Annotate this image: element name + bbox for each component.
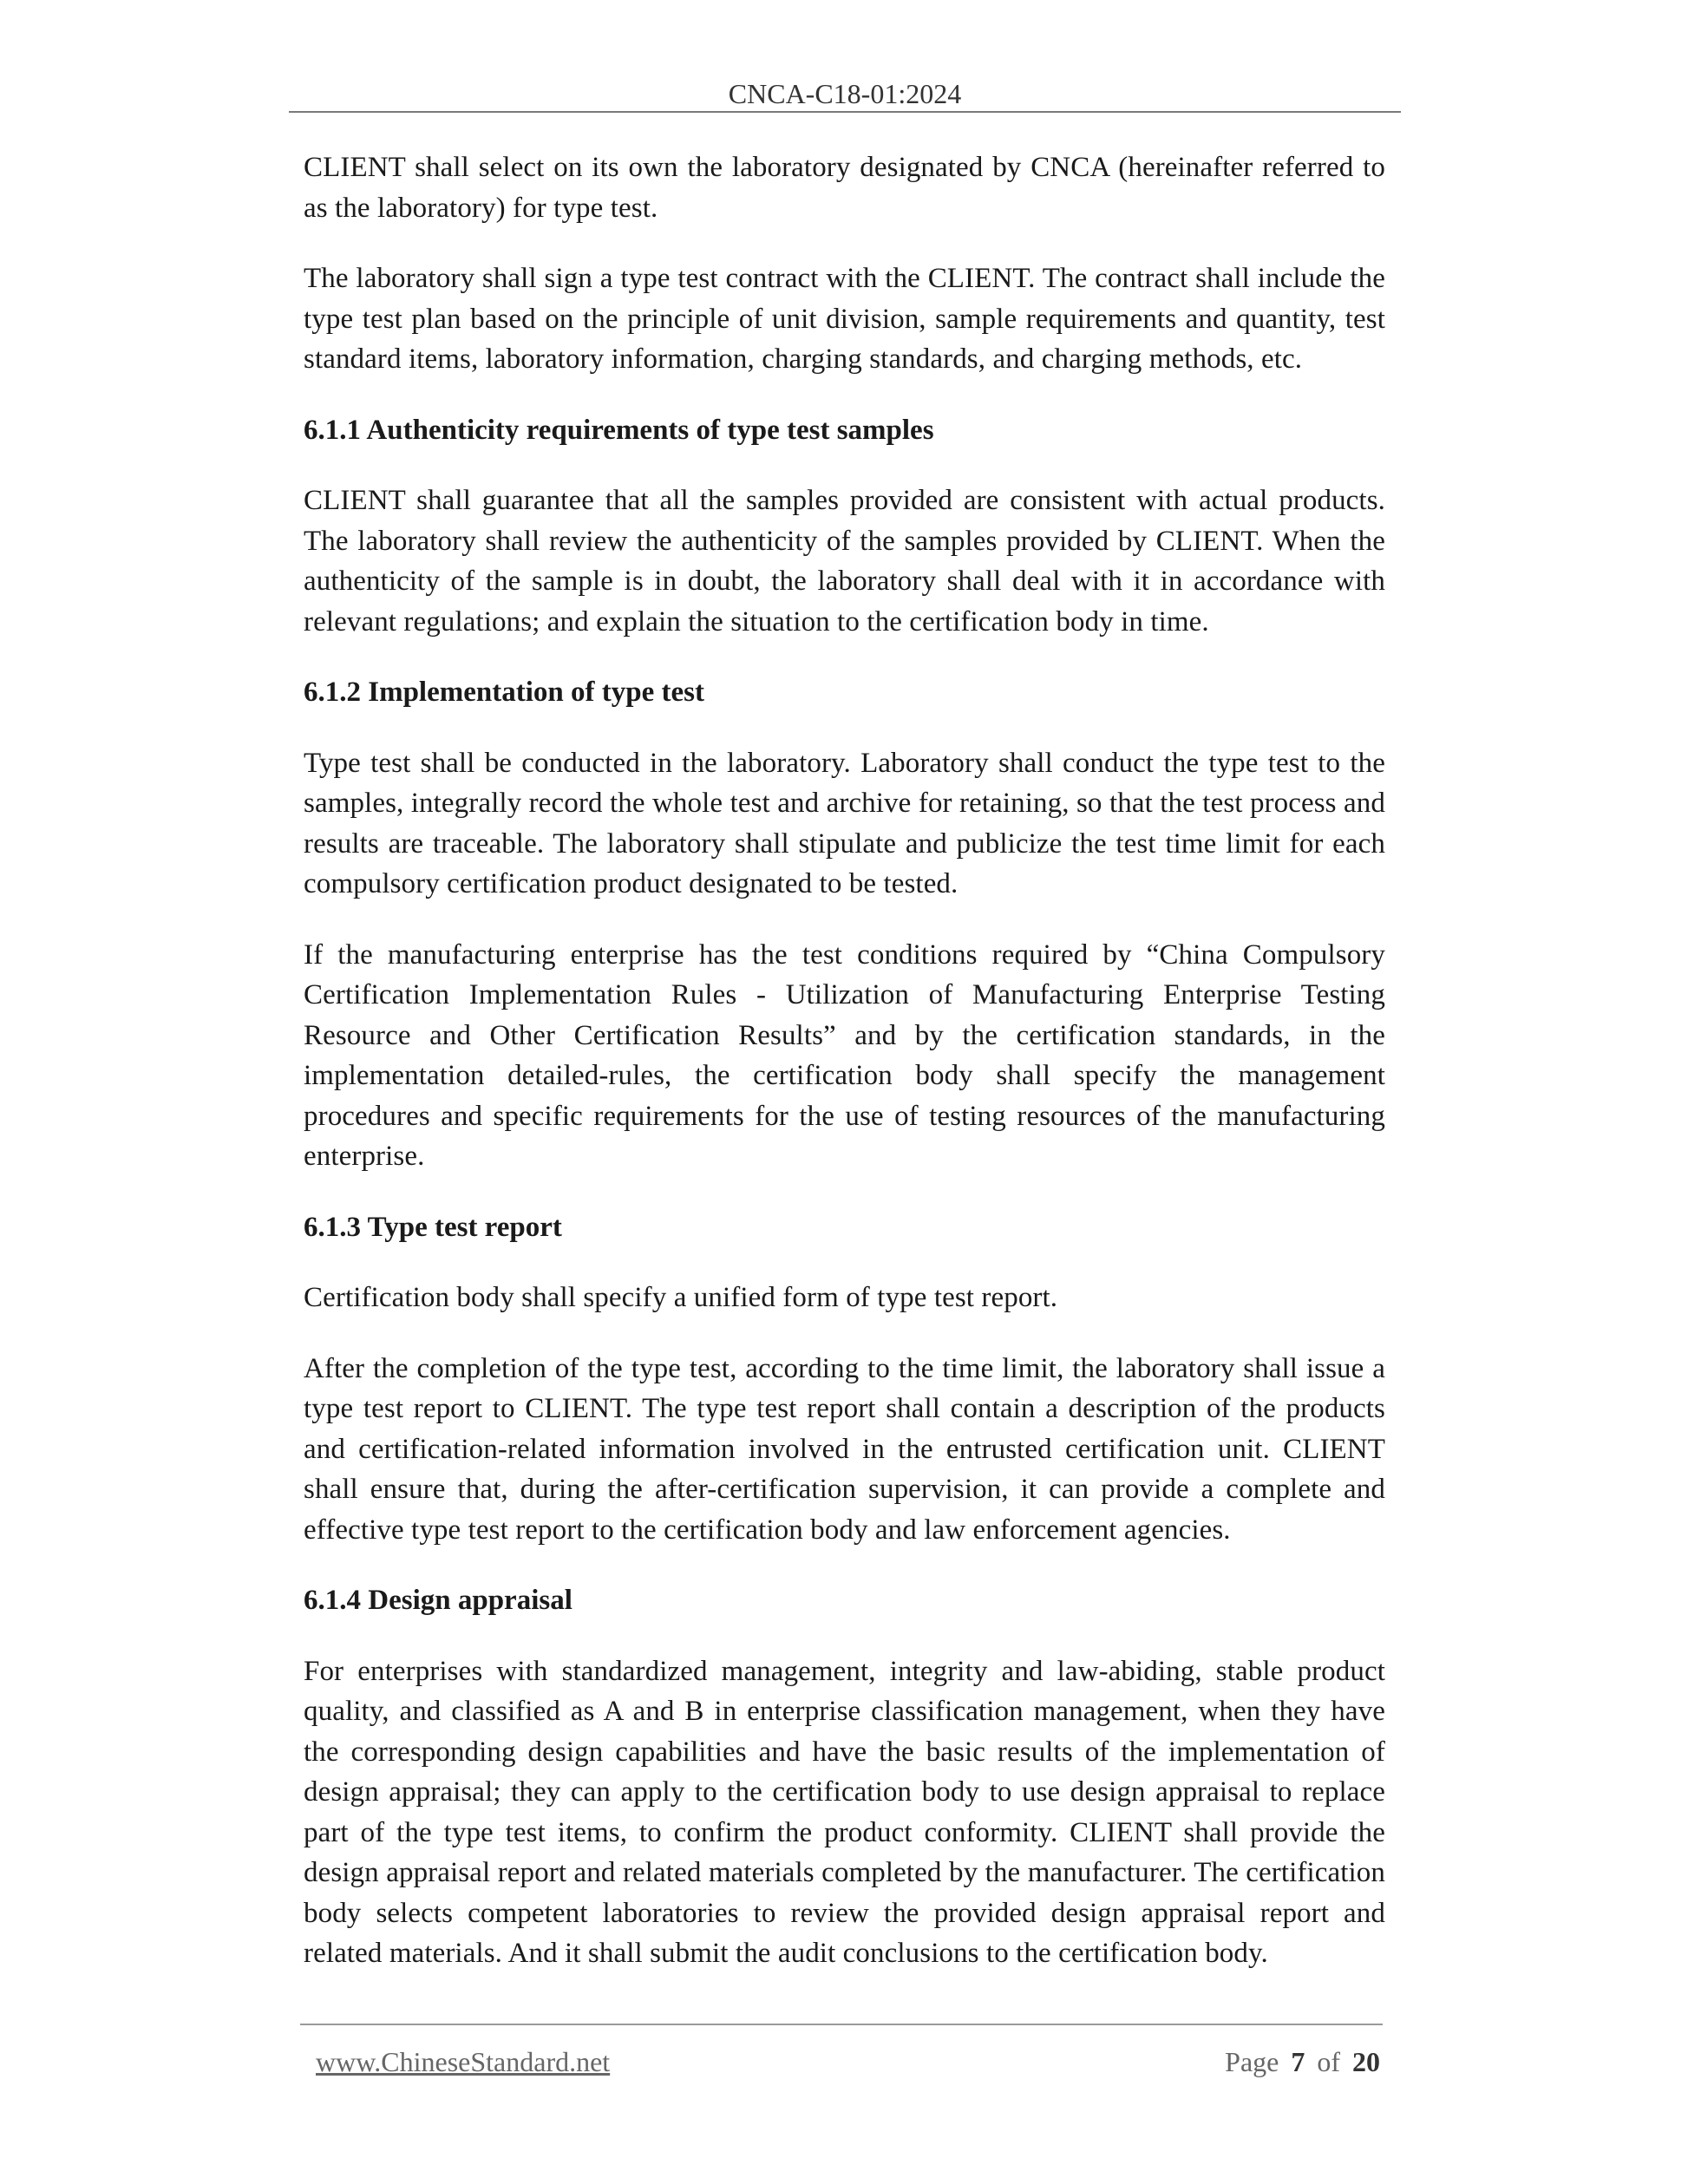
paragraph-enterprise-testing-resources: If the manufacturing enterprise has the test conditions required by “China Compulsory Certification Implementation Rules - Utilization of Manufacturing Enterprise Testing Resource and Other Certification Results” and by the certification standards, in the implementation detailed-rules, the certification body shall specify the management procedures and specific requirements for the use of testing resources of the manufacturing enterprise. [304, 938, 1385, 1172]
paragraph-design-appraisal: For enterprises with standardized management, integrity and law-abiding, stable product quality, and classified as A and B in enterprise classification management, when they have the corresponding design capabilities and have the basic results of the implementation of design appraisal; they can apply to the certification body to use design appraisal to replace part of the type test items, to confirm the product conformity. CLIENT shall provide the design appraisal report and related materials completed by the manufacturer. The certification body selects competent laboratories to review the provided design appraisal report and related materials. And it shall submit the audit conclusions to the certification body. [304, 1655, 1385, 1969]
document-id-header: CNCA-C18-01:2024 [728, 78, 962, 109]
paragraph-test-conduct: Type test shall be conducted in the laboratory. Laboratory shall conduct the type test to the samples, integrally record the whole test and archive for retaining, so that the test process and results are traceable. The laboratory shall stipulate and publicize the test time limit for each compulsory certification product designated to be tested. [304, 747, 1385, 899]
total-page-count: 20 [1352, 2046, 1380, 2077]
paragraph-type-test-contract: The laboratory shall sign a type test contract with the CLIENT. The contract shall include the type test plan based on the principle of unit division, sample requirements and quantity, test standard items, laboratory information, charging standards, and charging methods, etc. [304, 263, 1385, 375]
current-page-number: 7 [1291, 2046, 1305, 2077]
section-heading-6-1-1: 6.1.1 Authenticity requirements of type test samples [304, 414, 934, 446]
page-label: Page [1225, 2046, 1279, 2077]
footer-divider [300, 2024, 1383, 2025]
website-link[interactable]: www.ChineseStandard.net [316, 2046, 611, 2077]
section-heading-6-1-3: 6.1.3 Type test report [304, 1211, 562, 1243]
page-body [304, 147, 1385, 2004]
paragraph-sample-authenticity: CLIENT shall guarantee that all the samples provided are consistent with actual products. The laboratory shall review the authenticity of the samples provided by CLIENT. When the authenticity of the sample is in doubt, the laboratory shall deal with it in accordance with relevant regulations; and explain the situation to the certification body in time. [304, 485, 1385, 638]
header-divider [289, 111, 1401, 113]
page-number [1225, 2044, 1380, 2079]
of-label: of [1317, 2046, 1340, 2077]
paragraph-report-form: Certification body shall specify a unified form of type test report. [304, 1282, 1058, 1313]
section-heading-6-1-4: 6.1.4 Design appraisal [304, 1585, 572, 1616]
paragraph-lab-selection: CLIENT shall select on its own the laboratory designated by CNCA (hereinafter referred to as the laboratory) for type test. [304, 152, 1385, 224]
section-heading-6-1-2: 6.1.2 Implementation of type test [304, 677, 704, 708]
paragraph-report-issuance: After the completion of the type test, according to the time limit, the laboratory shall issue a type test report to CLIENT. The type test report shall contain a description of the products and certification-related information involved in the entrusted certification unit. CLIENT shall ensure that, during the after-certification supervision, it can provide a complete and effective type test report to the certification body and law enforcement agencies. [304, 1352, 1385, 1546]
